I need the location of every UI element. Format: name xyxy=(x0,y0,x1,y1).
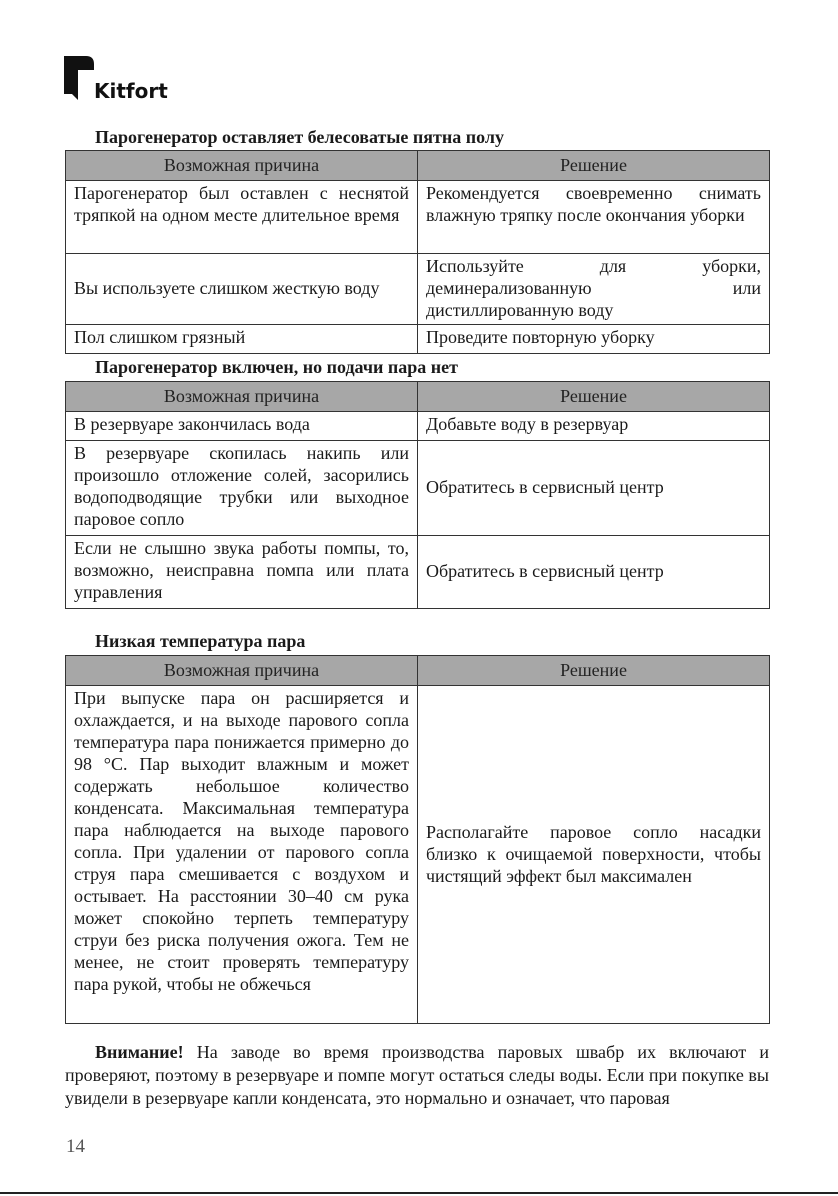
column-header-cause: Возможная причина xyxy=(66,382,418,412)
table-row xyxy=(66,412,770,441)
table-header xyxy=(66,656,770,686)
table-row xyxy=(66,441,770,536)
section-title-3: Низкая температура пара xyxy=(95,631,306,651)
table-row xyxy=(66,181,770,254)
table-row xyxy=(66,325,770,354)
solution-cell: Обратитесь в сервисный центр xyxy=(418,536,770,609)
column-header-cause: Возможная причина xyxy=(66,151,418,181)
solution-cell: Проведите повторную уборку xyxy=(418,325,770,354)
kitfort-logo-icon xyxy=(64,54,98,102)
cause-cell: В резервуаре скопилась накипь или произошло отложение солей, засорились водоподводящие трубки или выходное паровое сопло xyxy=(66,441,418,536)
bottom-rule xyxy=(0,1192,838,1194)
attention-label: Внимание! xyxy=(95,1042,184,1062)
table-row xyxy=(66,686,770,1024)
attention-paragraph xyxy=(65,1041,769,1110)
table-header xyxy=(66,151,770,181)
table-row xyxy=(66,536,770,609)
solution-cell: Используйте для уборки, деминерализованную или дистиллированную воду xyxy=(418,254,770,325)
column-header-solution: Решение xyxy=(418,656,770,686)
troubleshoot-table-1 xyxy=(65,150,770,354)
cause-cell: В резервуаре закончилась вода xyxy=(66,412,418,441)
table-header xyxy=(66,382,770,412)
column-header-cause: Возможная причина xyxy=(66,656,418,686)
cause-cell: При выпуске пара он расширяется и охлаждается, и на выходе парового сопла температура пара понижается примерно до 98 °C. Пар выходит влажным и может содержать небольшое количество конденсата. Максимальная температура пара наблюдается на выходе парового сопла. При удалении от парового сопла струя пара смешивается с воздухом и остывает. На расстоянии 30–40 см рука может спокойно терпеть температуру струи без риска получения ожога. Тем не менее, не стоит проверять температуру пара рукой, чтобы не обжечься xyxy=(66,686,418,1024)
troubleshoot-table-3 xyxy=(65,655,770,1024)
cause-cell: Пол слишком грязный xyxy=(66,325,418,354)
solution-cell: Располагайте паровое сопло насадки близко к очищаемой поверхности, чтобы чистящий эффект был максимален xyxy=(418,686,770,1024)
cause-cell: Вы используете слишком жесткую воду xyxy=(66,254,418,325)
solution-cell: Добавьте воду в резервуар xyxy=(418,412,770,441)
table-row xyxy=(66,254,770,325)
brand-name: Kitfort xyxy=(94,79,168,103)
cause-cell: Парогенератор был оставлен с неснятой тряпкой на одном месте длительное время xyxy=(66,181,418,254)
column-header-solution: Решение xyxy=(418,382,770,412)
cause-cell: Если не слышно звука работы помпы, то, возможно, неисправна помпа или плата управления xyxy=(66,536,418,609)
attention-text: На заводе во время производства паровых швабр их включают и проверяют, поэтому в резервуаре и помпе могут остаться следы воды. Если при покупке вы увидели в резервуаре капли конденсата, это нормально и означает, что паровая xyxy=(65,1042,769,1108)
column-header-solution: Решение xyxy=(418,151,770,181)
section-title-2: Парогенератор включен, но подачи пара нет xyxy=(95,357,458,377)
troubleshoot-table-2 xyxy=(65,381,770,609)
solution-cell: Обратитесь в сервисный центр xyxy=(418,441,770,536)
page-number: 14 xyxy=(66,1136,85,1157)
section-title-1: Парогенератор оставляет белесоватые пятна полу xyxy=(95,127,504,147)
solution-cell: Рекомендуется своевременно снимать влажную тряпку после окончания уборки xyxy=(418,181,770,254)
kitfort-logo xyxy=(64,54,174,106)
